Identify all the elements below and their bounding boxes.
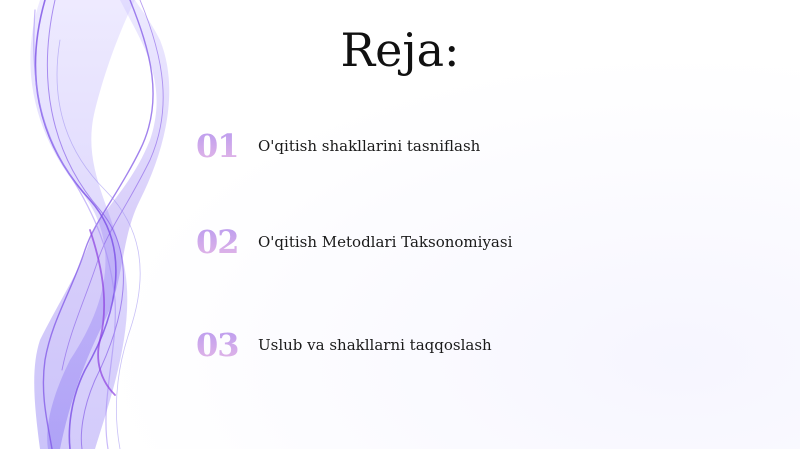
agenda-label: Uslub va shakllarni taqqoslash xyxy=(258,336,492,354)
agenda-number: 02 xyxy=(196,222,258,262)
slide-title: Reja: xyxy=(340,23,460,77)
agenda-number: 03 xyxy=(196,325,258,365)
agenda-item xyxy=(196,222,512,262)
agenda-label: O'qitish Metodlari Taksonomiyasi xyxy=(258,233,513,251)
agenda-label: O'qitish shakllarini tasniflash xyxy=(258,137,481,155)
agenda-item xyxy=(196,126,480,166)
agenda-item xyxy=(196,325,492,365)
ribbon-wave-decoration xyxy=(0,0,200,449)
agenda-number: 01 xyxy=(196,126,258,166)
